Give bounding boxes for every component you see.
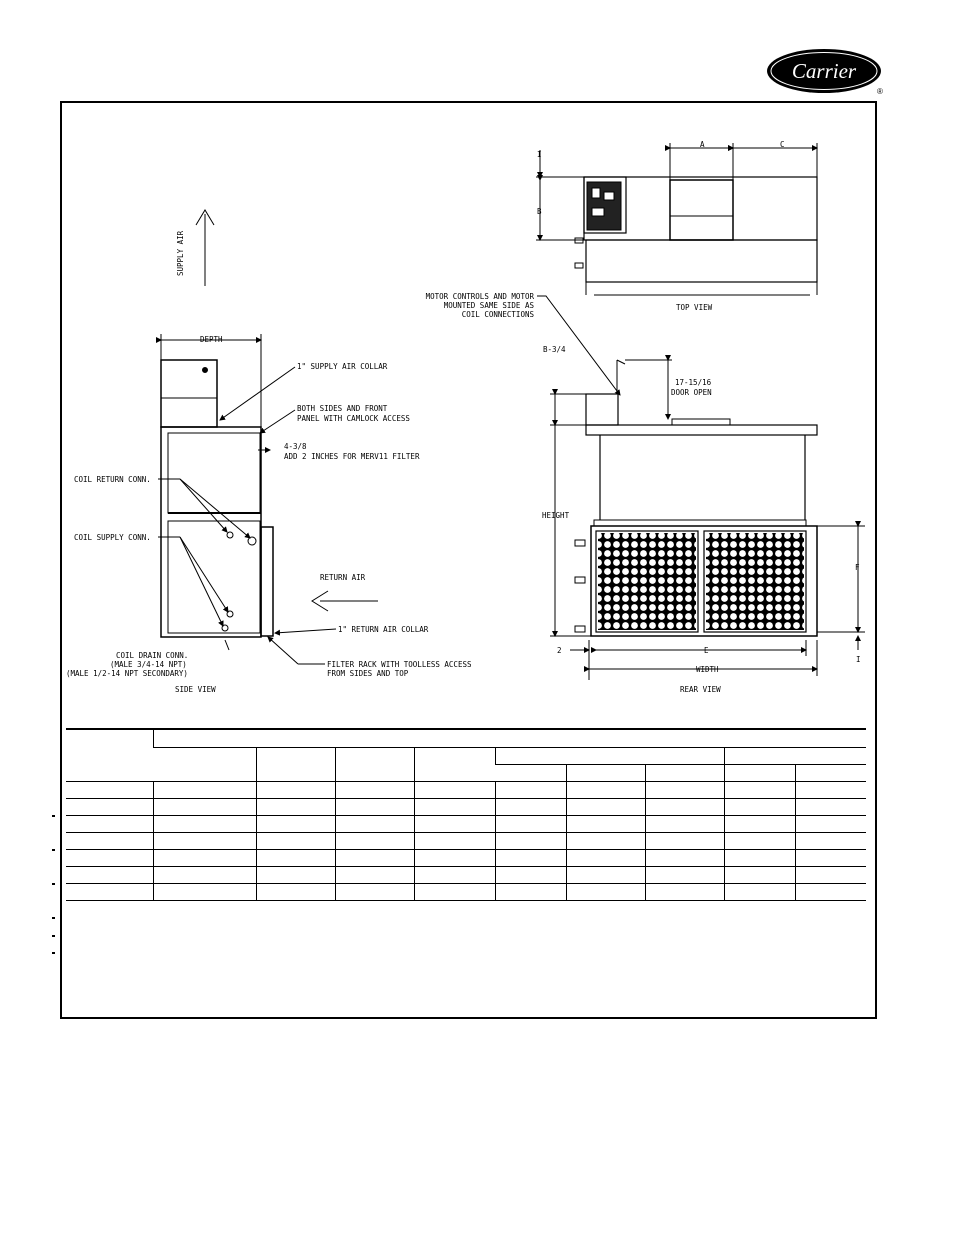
width-label: WIDTH [696,665,719,674]
filter-grille-left [598,533,696,630]
top-view-title: TOP VIEW [676,303,713,312]
b34-label: B-3/4 [543,345,566,354]
return-collar-label: 1" RETURN AIR COLLAR [338,625,429,634]
dim-b-label: B [537,207,542,216]
panels-label-1: BOTH SIDES AND FRONT [297,404,388,413]
dim-i-top-label: I [537,150,542,159]
depth-label: DEPTH [200,335,223,344]
supply-collar-label: 1" SUPPLY AIR COLLAR [297,362,388,371]
rear-view [550,360,865,680]
registered-mark: ® [877,87,883,96]
return-air-label: RETURN AIR [320,573,366,582]
filter-grille-right [706,533,804,630]
height-label: HEIGHT [542,511,570,520]
margin-mark [52,952,55,954]
margin-mark [52,815,55,817]
filter-dim-label: 4-3/8 [284,442,307,451]
motor-note-1: MOTOR CONTROLS AND MOTOR [425,292,534,301]
merv-note-label: ADD 2 INCHES FOR MERV11 FILTER [284,452,420,461]
table-row [66,833,866,850]
door-dim-label: 17-15/16 [675,378,712,387]
drain-label-2: (MALE 3/4-14 NPT) [110,660,187,669]
drain-label-3: (MALE 1/2-14 NPT SECONDARY) [66,669,188,678]
table-row [66,884,866,901]
coil-return-label: COIL RETURN CONN. [74,475,151,484]
table-row [66,782,866,799]
side-view-title: SIDE VIEW [175,685,216,694]
margin-mark [52,883,55,885]
side-view [158,210,378,664]
filter-rack-label-1: FILTER RACK WITH TOOLLESS ACCESS [327,660,472,669]
table-header-row-2 [66,748,866,765]
logo-wordmark: Carrier [791,59,857,83]
dimension-table [66,728,866,901]
coil-supply-label: COIL SUPPLY CONN. [74,533,151,542]
dim-f-label: F [855,563,860,572]
top-view [536,143,817,395]
table-row [66,799,866,816]
rear-view-title: REAR VIEW [680,685,721,694]
door-open-label: DOOR OPEN [671,388,712,397]
dim-2-label: 2 [557,646,562,655]
table-row [66,816,866,833]
filter-rack-label-2: FROM SIDES AND TOP [327,669,409,678]
dim-i-rear-label: I [856,655,861,664]
drain-label-1: COIL DRAIN CONN. [116,651,189,660]
panels-label-2: PANEL WITH CAMLOCK ACCESS [297,414,410,423]
dim-e-label: E [704,646,709,655]
dim-a-label: A [700,140,705,149]
motor-note-3: COIL CONNECTIONS [461,310,534,319]
table-row [66,850,866,867]
motor-note-2: MOUNTED SAME SIDE AS [443,301,534,310]
margin-mark [52,917,55,919]
dim-c-label: C [780,140,785,149]
table-header-row-1 [66,729,866,748]
supply-air-label: SUPPLY AIR [176,230,185,276]
margin-mark [52,935,55,937]
table-row [66,867,866,884]
margin-mark [52,849,55,851]
